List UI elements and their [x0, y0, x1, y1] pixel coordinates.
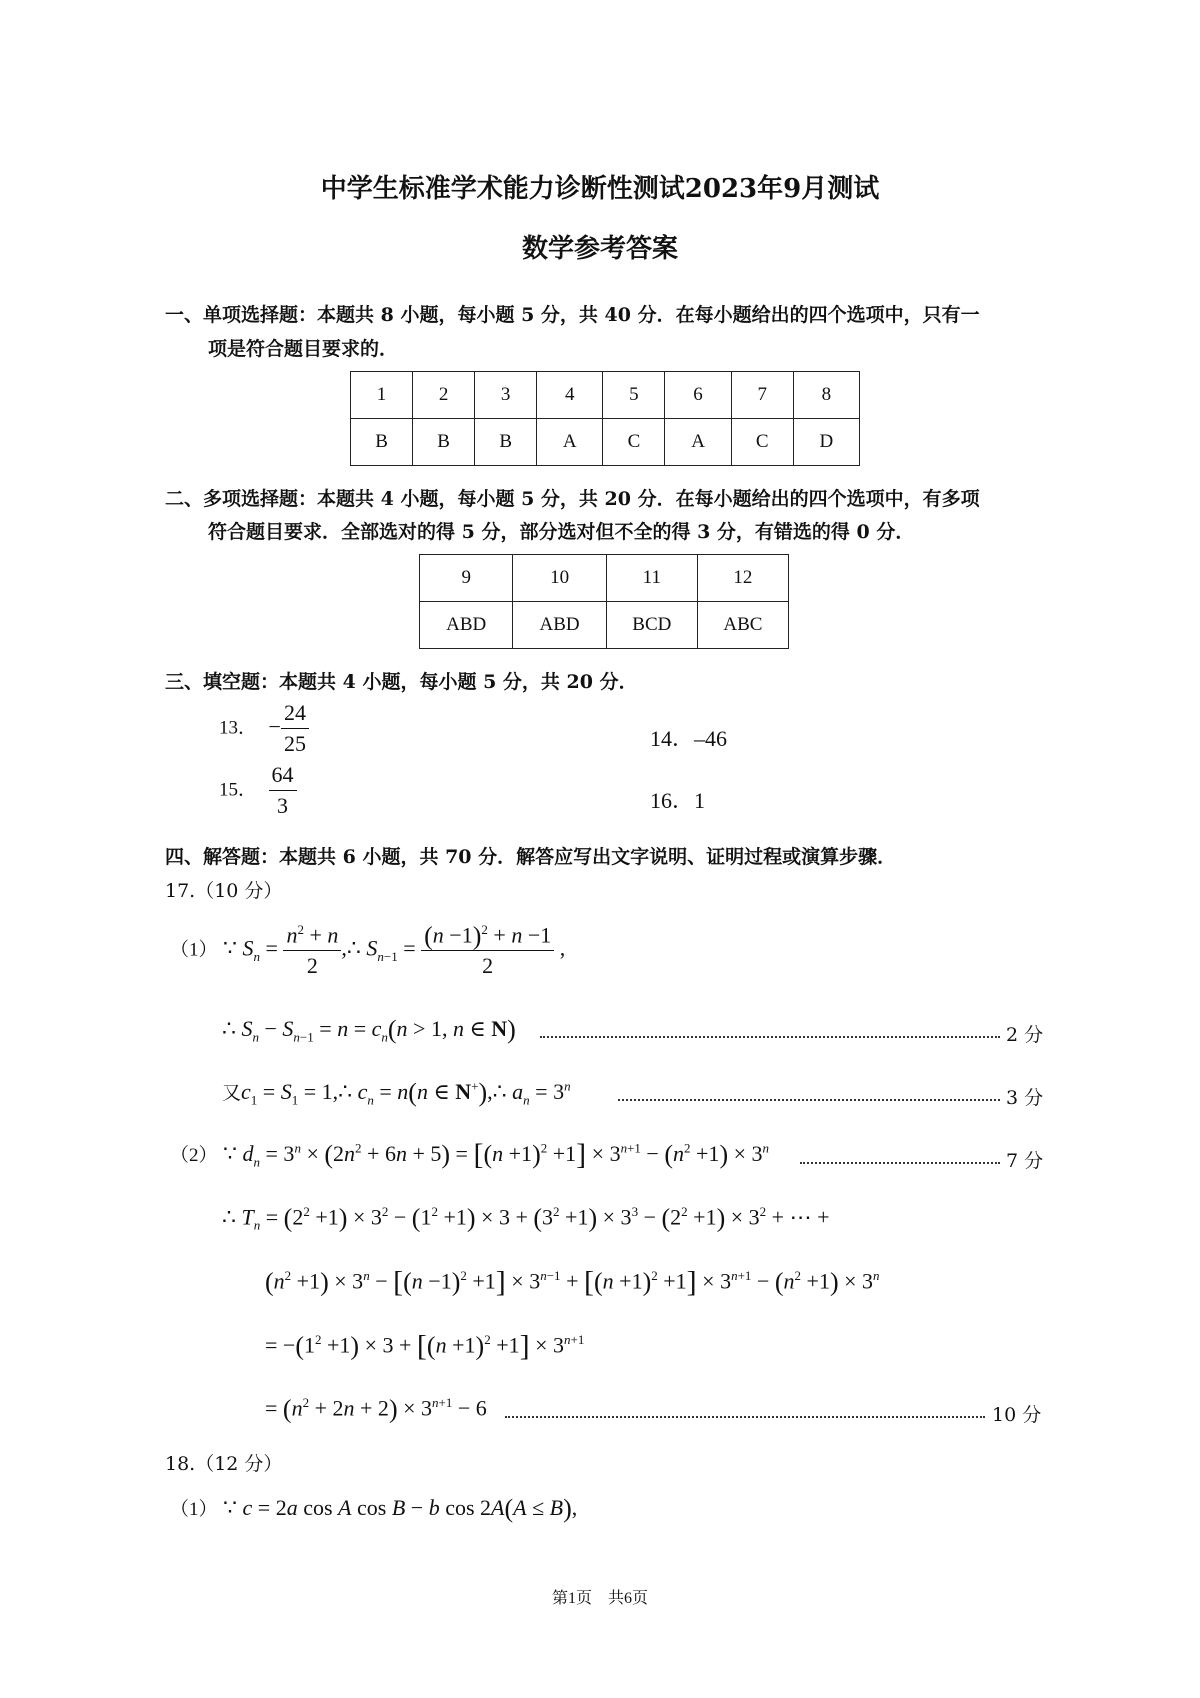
- score-mark: 7 分: [1006, 1150, 1044, 1172]
- q15-answer: [219, 762, 297, 819]
- table-cell: 6: [665, 372, 731, 419]
- section2-answer-table: [419, 554, 789, 649]
- q17-eq7: = $-(1^2 +1) \times 3 + [(n +1)^2 +1] \times 3^{n+1}$: [265, 1329, 585, 1363]
- table-cell: 5: [603, 372, 665, 419]
- table-cell: 7: [731, 372, 793, 419]
- section2-header: 二、多项选择题：本题共 4 小题，每小题 5 分，共 20 分．在每小题给出的四个选项中，有多项: [165, 488, 980, 510]
- q18-header: 18.（12 分）: [165, 1453, 283, 1475]
- section3-header: 三、填空题：本题共 4 小题，每小题 5 分，共 20 分．: [165, 671, 638, 693]
- table-cell: C: [731, 419, 793, 466]
- section2-header-cont: 符合题目要求．全部选对的得 5 分，部分选对但不全的得 3 分，有错选的得 0 分．: [208, 521, 915, 543]
- q17-part1-label: （1）: [170, 939, 218, 961]
- table-cell: B: [475, 419, 537, 466]
- table-cell: 11: [606, 555, 697, 602]
- table-cell: C: [603, 419, 665, 466]
- q17-eq3: 又$c_1 = S_1$ = 1,∴ $c_n = n(n$ ∈ N+),∴ $a_n = 3^n$: [222, 1078, 571, 1108]
- q15-numerator: 64: [269, 762, 297, 791]
- table-cell: 9: [420, 555, 513, 602]
- q13-label: 13．: [219, 717, 258, 739]
- q18-part1-label: （1）: [170, 1499, 218, 1520]
- table-cell: ABD: [513, 602, 606, 649]
- table-cell: ABC: [697, 602, 788, 649]
- section1-header: 一、单项选择题：本题共 8 小题，每小题 5 分，共 40 分．在每小题给出的四个选项中，只有一: [165, 304, 980, 326]
- dot-leader: [505, 1416, 985, 1418]
- table-cell: D: [793, 419, 859, 466]
- q14-answer: 14．–46: [650, 726, 728, 751]
- q17-eq4: （2） ∵ $d_n = 3^n \times (2n^2 + 6n + 5) = [(n +1)^2 +1] \times 3^{n+1} - (n^2 +1) \times 3^n$: [170, 1138, 770, 1171]
- q17-eq5: ∴ $T_n = (2^2 +1) \times 3^2 - (1^2 +1) \times 3 + (3^2 +1) \times 3^3 - (2^2 +1) \times 3^2$ + ⋯ +: [222, 1203, 830, 1233]
- table-cell: ABD: [420, 602, 513, 649]
- q17-header: 17.（10 分）: [165, 880, 283, 902]
- section1-answer-table: [350, 371, 860, 466]
- dot-leader: [540, 1036, 1000, 1038]
- table-row: [351, 419, 860, 466]
- table-cell: B: [351, 419, 413, 466]
- table-cell: A: [665, 419, 731, 466]
- page-title: 中学生标准学术能力诊断性测试2023年9月测试: [320, 174, 880, 204]
- table-row: [351, 372, 860, 419]
- table-cell: 3: [475, 372, 537, 419]
- table-cell: 8: [793, 372, 859, 419]
- q18-eq1: （1） ∵ c = 2a cos A cos B − b cos 2A(A ≤ B),: [170, 1494, 578, 1523]
- you-text: 又: [222, 1083, 242, 1104]
- table-cell: 12: [697, 555, 788, 602]
- table-cell: 4: [537, 372, 603, 419]
- q17-eq8: = $(n^2 + 2n + 2) \times 3^{n+1} - 6$: [265, 1394, 487, 1424]
- section1-header-cont: 项是符合题目要求的．: [208, 338, 399, 360]
- dot-leader: [618, 1099, 1000, 1101]
- table-cell: 2: [413, 372, 475, 419]
- section4-header: 四、解答题：本题共 6 小题，共 70 分．解答应写出文字说明、证明过程或演算步骤．: [165, 846, 897, 868]
- table-row: [420, 602, 789, 649]
- score-mark: 2 分: [1006, 1024, 1044, 1046]
- table-cell: BCD: [606, 602, 697, 649]
- score-mark: 10 分: [992, 1404, 1042, 1426]
- page-footer: 第1页 共6页: [551, 1590, 648, 1607]
- q17-eq6: $(n^2 +1) \times 3^n - [(n -1)^2 +1] \times 3^{n-1} + [(n +1)^2 +1] \times 3^{n+1} - (n^2 +1) \times 3^n$: [265, 1265, 880, 1299]
- q15-label: 15．: [219, 779, 258, 801]
- table-cell: B: [413, 419, 475, 466]
- dot-leader: [800, 1162, 1000, 1164]
- q13-answer: 13． − $\frac{24}{25}$: [219, 700, 309, 757]
- table-row: [420, 555, 789, 602]
- table-cell: 10: [513, 555, 606, 602]
- q13-denominator: 25: [283, 731, 306, 756]
- q17-part2-label: （2）: [170, 1145, 218, 1166]
- q13-numerator: 24: [281, 700, 309, 729]
- table-cell: A: [537, 419, 603, 466]
- table-cell: 1: [351, 372, 413, 419]
- page-subtitle: 数学参考答案: [521, 234, 678, 264]
- q17-eq2: ∴ $S_n - S_{n-1} = n = c_n(n > 1$, n ∈ N): [222, 1015, 516, 1045]
- score-mark: 3 分: [1006, 1087, 1044, 1109]
- q17-eq1: （1） ∵ $S_n$ = $\frac{n^2 + n}{2}$ ,∴ $S_{n-1}$ = $\frac{(n -1)^2 + n -1}{2}$ ,: [170, 921, 566, 979]
- q16-answer: 16．1: [650, 788, 706, 813]
- q15-denominator: 3: [277, 793, 289, 818]
